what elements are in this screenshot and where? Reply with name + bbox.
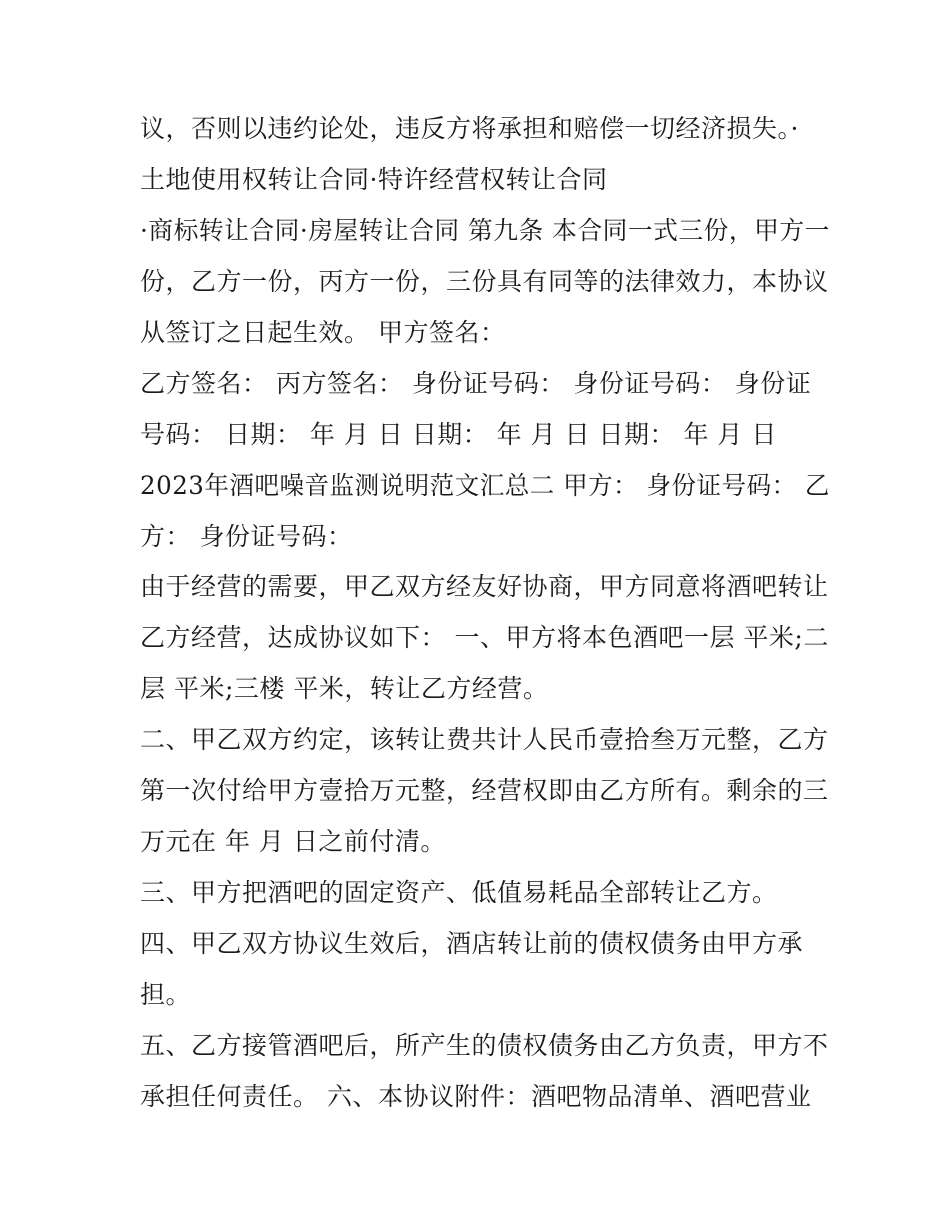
text-line: 由于经营的需要，甲乙双方经友好协商，甲方同意将酒吧转让 (140, 572, 829, 601)
text-line: 层 平米;三楼 平米，转让乙方经营。 (140, 674, 549, 703)
text-line: 四、甲乙双方协议生效后，酒店转让前的债权债务由甲方承 (140, 929, 804, 958)
text-line: 承担任何责任。 六、本协议附件：酒吧物品清单、酒吧营业 (140, 1082, 812, 1111)
text-line: 担。 (140, 980, 192, 1009)
text-line: ·商标转让合同·房屋转让合同 第九条 本合同一式三份，甲方一 (140, 216, 830, 245)
text-line: 第一次付给甲方壹拾万元整，经营权即由乙方所有。剩余的三 (140, 776, 829, 805)
text-line: 万元在 年 月 日之前付清。 (140, 827, 446, 856)
text-line: 五、乙方接管酒吧后，所产生的债权债务由乙方负责，甲方不 (140, 1031, 829, 1060)
text-line: 土地使用权转让合同·特许经营权转让合同 (140, 165, 608, 194)
text-line: 议，否则以违约论处，违反方将承担和赔偿一切经济损失。· (140, 114, 799, 143)
text-line: 乙方经营，达成协议如下： 一、甲方将本色酒吧一层 平米;二 (140, 623, 829, 652)
text-line: 号码： 日期： 年 月 日 日期： 年 月 日 日期： 年 月 日 (140, 420, 777, 449)
text-line: 从签订之日起生效。 甲方签名： (140, 318, 506, 347)
text-line: 三、甲方把酒吧的固定资产、低值易耗品全部转让乙方。 (140, 878, 778, 907)
text-line: 二、甲乙双方约定，该转让费共计人民币壹拾叁万元整，乙方 (140, 725, 829, 754)
text-line: 方： 身份证号码： (140, 522, 353, 551)
text-line: 乙方签名： 丙方签名： 身份证号码： 身份证号码： 身份证 (140, 369, 812, 398)
text-line: 2023年酒吧噪音监测说明范文汇总二 甲方： 身份证号码： 乙 (140, 471, 830, 500)
text-line: 份，乙方一份，丙方一份，三份具有同等的法律效力，本协议 (140, 267, 829, 296)
